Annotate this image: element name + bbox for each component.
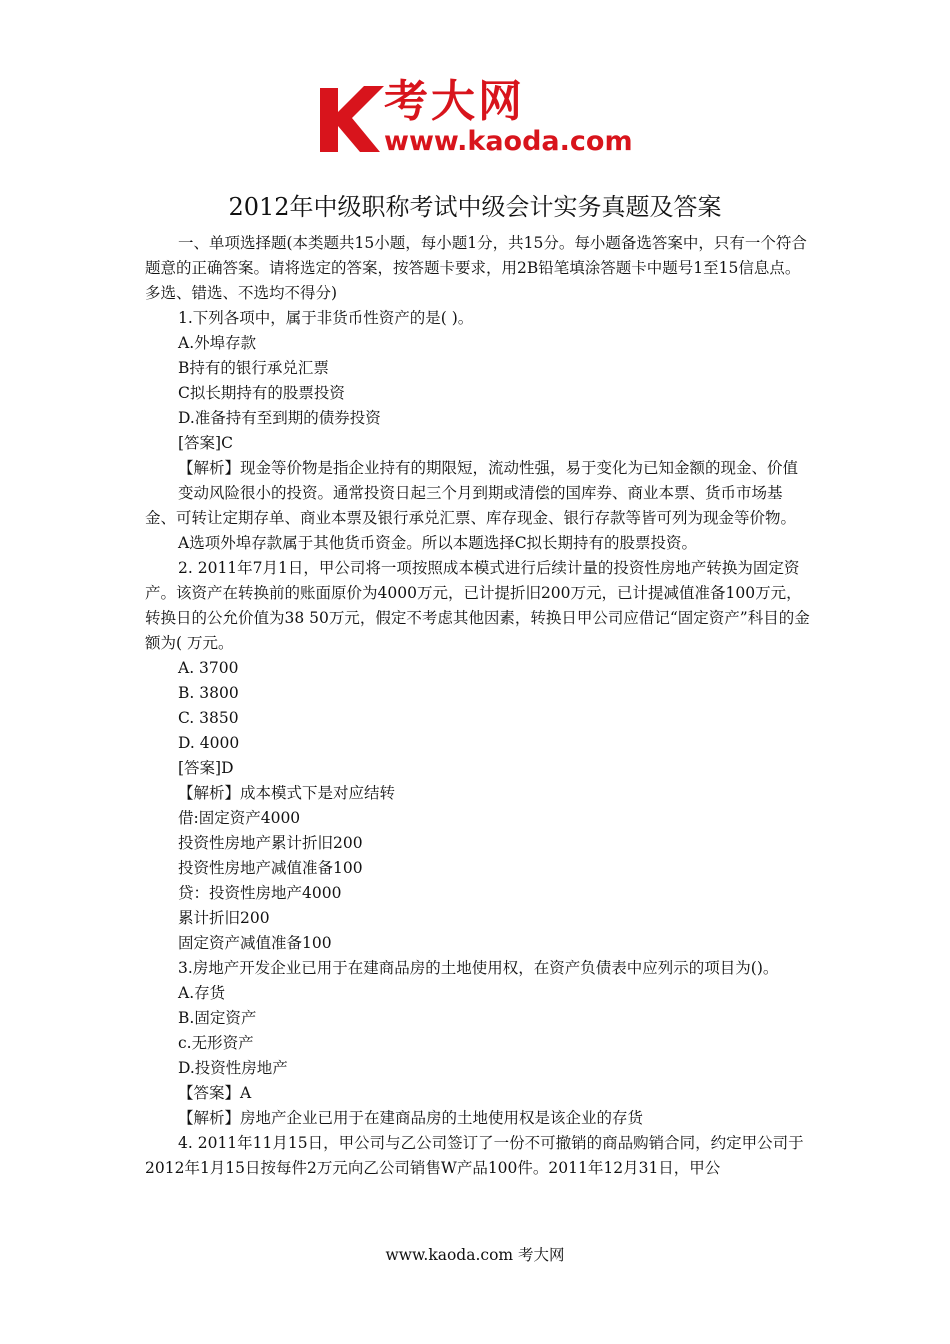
q1-option-c: C拟长期持有的股票投资 — [178, 384, 345, 402]
q1-stem: 1.下列各项中，属于非货币性资产的是( )。 — [178, 309, 474, 327]
q1-answer: [答案]C — [178, 434, 233, 452]
q2-analysis-line: 贷：投资性房地产4000 — [178, 884, 342, 902]
q1-option-a: A.外埠存款 — [178, 334, 257, 352]
q2-analysis-line: 累计折旧200 — [178, 909, 270, 927]
q2-option-d: D. 4000 — [178, 734, 240, 752]
page-title: 2012年中级职称考试中级会计实务真题及答案 — [228, 193, 722, 221]
logo-chinese-text: 考大网 — [384, 76, 525, 127]
q2-analysis-line: 【解析】成本模式下是对应结转 — [178, 784, 396, 802]
page-footer: www.kaoda.com 考大网 — [385, 1246, 565, 1264]
q3-stem: 3.房地产开发企业已用于在建商品房的土地使用权，在资产负债表中应列示的项目为()。 — [178, 959, 779, 977]
q1-analysis: 【解析】现金等价物是指企业持有的期限短，流动性强，易于变化为已知金额的现金、价值 — [178, 459, 799, 477]
q1-analysis-cont: 变动风险很小的投资。通常投资日起三个月到期或清偿的国库券、商业本票、货币市场基金、可转让定期存单、商业本票及银行承兑汇票、库存现金、银行存款等皆可列为现金等价物。 — [145, 484, 797, 527]
k-logo-icon — [318, 82, 388, 154]
q2-analysis-line: 投资性房地产累计折旧200 — [178, 834, 363, 852]
document-body — [145, 231, 813, 1181]
q1-analysis-conclusion: A选项外埠存款属于其他货币资金。所以本题选择C拟长期持有的股票投资。 — [178, 534, 698, 552]
q2-stem: 2. 2011年7月1日，甲公司将一项按照成本模式进行后续计量的投资性房地产转换为固定资产。该资产在转换前的账面原价为4000万元，已计提折旧200万元，已计提减值准备100万元，转换日的公允价值为38 50万元，假定不考虑其他因素，转换日甲公司应借记“固定资产”科目的金额为( 万元。 — [145, 559, 810, 652]
q1-option-d: D.准备持有至到期的债券投资 — [178, 409, 381, 427]
kaoda-logo — [318, 76, 640, 160]
q2-answer: [答案]D — [178, 759, 234, 777]
q2-analysis-line: 固定资产减值准备100 — [178, 934, 332, 952]
q4-stem: 4. 2011年11月15日，甲公司与乙公司签订了一份不可撤销的商品购销合同，约定甲公司于2012年1月15日按每件2万元向乙公司销售W产品100件。2011年12月31日，甲公 — [145, 1134, 804, 1177]
q3-option-c: c.无形资产 — [178, 1034, 254, 1052]
q1-option-b: B持有的银行承兑汇票 — [178, 359, 329, 377]
q3-analysis: 【解析】房地产企业已用于在建商品房的土地使用权是该企业的存货 — [178, 1109, 644, 1127]
q3-option-d: D.投资性房地产 — [178, 1059, 288, 1077]
q2-option-b: B. 3800 — [178, 684, 239, 702]
q3-answer: 【答案】A — [178, 1084, 252, 1102]
q2-option-c: C. 3850 — [178, 709, 239, 727]
q3-option-b: B.固定资产 — [178, 1009, 257, 1027]
q2-analysis-line: 借:固定资产4000 — [178, 809, 301, 827]
q2-analysis-line: 投资性房地产减值准备100 — [178, 859, 363, 877]
logo-url-text: www.kaoda.com — [384, 126, 633, 157]
q2-option-a: A. 3700 — [178, 659, 239, 677]
q3-option-a: A.存货 — [178, 984, 226, 1002]
section-intro: 一、单项选择题(本类题共15小题，每小题1分，共15分。每小题备选答案中，只有一个符合题意的正确答案。请将选定的答案，按答题卡要求，用2B铅笔填涂答题卡中题号1至15信息点。多选、错选、不选均不得分) — [145, 234, 807, 302]
